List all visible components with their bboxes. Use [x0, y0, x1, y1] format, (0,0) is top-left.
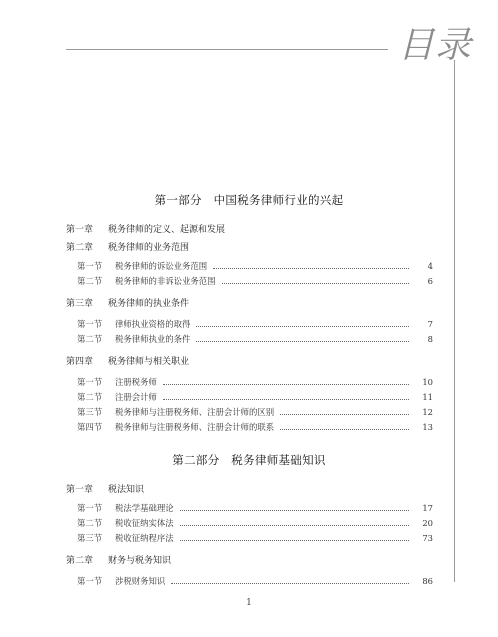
chapter-entry[interactable] [66, 222, 225, 235]
section-title: 税收征纳实体法 [115, 518, 174, 528]
section-title: 涉税财务知识 [115, 576, 166, 586]
chapter-entry[interactable] [66, 240, 189, 253]
section-page: 10 [422, 377, 433, 387]
section-title: 税务律师的非诉讼业务范围 [115, 276, 216, 286]
chapter-number: 第一章 [66, 485, 94, 495]
dot-leader [196, 335, 409, 342]
header-rule [66, 49, 388, 50]
section-title: 税务律师与注册税务师、注册会计师的区别 [115, 407, 275, 417]
part-heading: 第二部分 税务律师基础知识 [172, 453, 326, 467]
section-entry[interactable] [77, 391, 433, 403]
section-title: 注册税务师 [115, 377, 157, 387]
section-title: 税务律师执业的条件 [115, 334, 191, 344]
section-title: 税收征纳程序法 [115, 533, 174, 543]
section-entry[interactable] [77, 421, 433, 433]
section-page: 4 [427, 261, 433, 271]
chapter-entry[interactable] [66, 553, 171, 566]
section-page: 17 [422, 503, 433, 513]
section-entry[interactable] [77, 406, 433, 418]
page-number: 1 [246, 598, 252, 608]
chapter-title: 税务律师的执业条件 [108, 299, 190, 309]
section-entry[interactable] [77, 318, 433, 330]
section-entry[interactable] [77, 275, 433, 287]
section-number: 第二节 [77, 276, 103, 286]
section-number: 第二节 [77, 334, 103, 344]
chapter-title: 财务与税务知识 [108, 556, 172, 566]
section-page: 86 [422, 576, 433, 586]
section-title: 税务律师与注册税务师、注册会计师的联系 [115, 422, 275, 432]
dot-leader [180, 534, 409, 541]
section-entry[interactable] [77, 333, 433, 345]
section-title: 税务律师的诉讼业务范围 [115, 261, 208, 271]
section-title: 注册会计师 [115, 392, 157, 402]
chapter-title: 税务律师与相关职业 [108, 357, 190, 367]
part-heading: 第一部分 中国税务律师行业的兴起 [154, 193, 344, 207]
chapter-number: 第三章 [66, 299, 94, 309]
chapter-number: 第二章 [66, 556, 94, 566]
chapter-entry[interactable] [66, 482, 144, 495]
margin-rule [454, 60, 455, 582]
section-number: 第三节 [77, 407, 103, 417]
section-entry[interactable] [77, 260, 433, 272]
section-page: 20 [422, 518, 433, 528]
toc-title: 目录 [398, 25, 473, 66]
section-entry[interactable] [77, 517, 433, 529]
section-number: 第二节 [77, 518, 103, 528]
section-page: 13 [422, 422, 433, 432]
section-entry[interactable] [77, 376, 433, 388]
chapter-entry[interactable] [66, 296, 189, 309]
section-number: 第二节 [77, 392, 103, 402]
section-number: 第一节 [77, 503, 103, 513]
dot-leader [180, 519, 409, 526]
chapter-number: 第四章 [66, 357, 94, 367]
section-page: 7 [427, 319, 433, 329]
section-entry[interactable] [77, 532, 433, 544]
section-number: 第三节 [77, 533, 103, 543]
dot-leader [171, 577, 409, 584]
section-number: 第一节 [77, 261, 103, 271]
dot-leader [222, 277, 410, 284]
section-page: 73 [422, 533, 433, 543]
section-page: 8 [427, 334, 433, 344]
section-entry[interactable] [77, 575, 433, 587]
chapter-title: 税务律师的定义、起源和发展 [108, 225, 226, 235]
section-page: 12 [422, 407, 433, 417]
dot-leader [163, 393, 409, 400]
section-entry[interactable] [77, 502, 433, 514]
dot-leader [196, 320, 409, 327]
dot-leader [180, 504, 409, 511]
section-number: 第一节 [77, 377, 103, 387]
dot-leader [163, 378, 409, 385]
section-page: 11 [422, 392, 433, 402]
section-number: 第四节 [77, 422, 103, 432]
chapter-title: 税务律师的业务范围 [108, 243, 190, 253]
dot-leader [280, 408, 409, 415]
section-number: 第一节 [77, 319, 103, 329]
chapter-number: 第一章 [66, 225, 94, 235]
dot-leader [213, 262, 409, 269]
section-title: 税法学基础理论 [115, 503, 174, 513]
chapter-number: 第二章 [66, 243, 94, 253]
section-title: 律师执业资格的取得 [115, 319, 191, 329]
chapter-entry[interactable] [66, 354, 189, 367]
section-page: 6 [427, 276, 433, 286]
dot-leader [280, 423, 409, 430]
chapter-title: 税法知识 [108, 485, 145, 495]
section-number: 第一节 [77, 576, 103, 586]
